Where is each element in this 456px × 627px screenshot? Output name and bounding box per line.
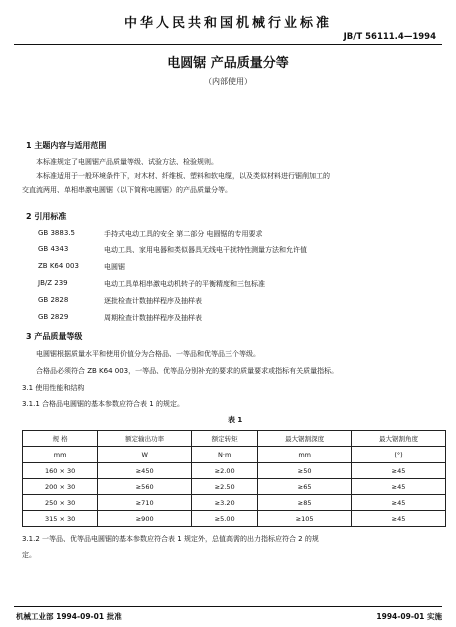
- section-1-heading: 1 主题内容与适用范围: [26, 141, 107, 150]
- table-cell: 200 × 30: [23, 479, 98, 495]
- table-cell: ≥50: [258, 463, 352, 479]
- standard-category-header: 中华人民共和国机械行业标准: [123, 16, 332, 31]
- table-unit-cell: (°): [352, 447, 446, 463]
- parameter-table: [22, 430, 446, 527]
- table-cell: ≥560: [98, 479, 192, 495]
- table-cell: 250 × 30: [23, 495, 98, 511]
- table-header-cell: 规 格: [23, 431, 98, 447]
- table-cell: ≥45: [352, 479, 446, 495]
- table-header-cell: 额定转矩: [192, 431, 258, 447]
- table-caption: 表 1: [228, 416, 243, 424]
- table-row: [23, 463, 446, 479]
- approval-note: 机械工业部 1994-09-01 批准: [16, 612, 122, 621]
- section-3-para-2: 合格品必须符合 ZB K64 003，一等品、优等品分别补充的要求的质量要求或指标有关质量指标。: [36, 367, 339, 375]
- ref-code: GB 3883.5: [38, 229, 75, 237]
- ref-code: ZB K64 003: [38, 262, 79, 270]
- section-3-heading: 3 产品质量等级: [26, 332, 83, 341]
- section-3-para-1: 电圆锯根据质量水平和使用价值分为合格品、一等品和优等品三个等级。: [36, 350, 260, 358]
- table-row: [23, 511, 446, 527]
- subsection-3-1-2: 3.1.2 一等品、优等品电圆锯的基本参数应符合表 1 规定外，总值高需的出力指标应符合 2 的规: [22, 535, 319, 543]
- ref-code: JB/Z 239: [38, 279, 68, 287]
- table-cell: ≥5.00: [192, 511, 258, 527]
- ref-title: 电动工具、家用电器和类似器具无线电干扰特性测量方法和允许值: [104, 246, 307, 254]
- ref-title: 周期检查计数抽样程序及抽样表: [104, 314, 202, 322]
- section-1-para-1: 本标准规定了电圆锯产品质量等级、试验方法、检验规则。: [36, 158, 218, 166]
- table-header-cell: 最大锯割角度: [352, 431, 446, 447]
- table-cell: ≥900: [98, 511, 192, 527]
- table-cell: ≥450: [98, 463, 192, 479]
- subsection-3-1-2-cont: 定。: [22, 551, 36, 559]
- section-1-para-3: 交直流两用、单相串激电圆锯（以下简称电圆锯）的产品质量分等。: [22, 186, 232, 194]
- table-cell: ≥65: [258, 479, 352, 495]
- table-cell: 160 × 30: [23, 463, 98, 479]
- table-row: [23, 479, 446, 495]
- subsection-3-1-heading: 3.1 使用性能和结构: [22, 384, 85, 392]
- table-unit-cell: W: [98, 447, 192, 463]
- table-cell: ≥3.20: [192, 495, 258, 511]
- table-cell: ≥85: [258, 495, 352, 511]
- table-cell: ≥710: [98, 495, 192, 511]
- table-unit-cell: mm: [258, 447, 352, 463]
- table-cell: ≥45: [352, 495, 446, 511]
- header-rule: [14, 44, 442, 45]
- ref-title: 电动工具单相串激电动机转子的平衡精度和三包标准: [104, 280, 265, 288]
- implementation-date: 1994-09-01 实施: [376, 612, 442, 621]
- table-header-cell: 额定输出功率: [98, 431, 192, 447]
- table-header-row: [23, 431, 446, 447]
- subsection-3-1-1: 3.1.1 合格品电圆锯的基本参数应符合表 1 的规定。: [22, 400, 184, 408]
- table-unit-cell: N·m: [192, 447, 258, 463]
- document-subtitle: （内部使用）: [204, 77, 252, 86]
- section-1-para-2: 本标准适用于一般环境条件下，对木材、纤维板、塑料和软电缆，以及类似材料进行锯削加工的: [36, 172, 330, 180]
- table-cell: 315 × 30: [23, 511, 98, 527]
- section-2-heading: 2 引用标准: [26, 212, 67, 221]
- ref-code: GB 2829: [38, 313, 69, 321]
- table-units-row: [23, 447, 446, 463]
- standard-number: JB/T 56111.4—1994: [343, 32, 436, 42]
- table-unit-cell: mm: [23, 447, 98, 463]
- ref-title: 逐批检查计数抽样程序及抽样表: [104, 297, 202, 305]
- ref-title: 电圆锯: [104, 263, 125, 271]
- table-cell: ≥2.50: [192, 479, 258, 495]
- table-cell: ≥45: [352, 463, 446, 479]
- ref-title: 手持式电动工具的安全 第二部分 电圆锯的专用要求: [104, 230, 263, 238]
- ref-code: GB 4343: [38, 245, 69, 253]
- table-header-cell: 最大锯割深度: [258, 431, 352, 447]
- table-cell: ≥2.00: [192, 463, 258, 479]
- document-title: 电圆锯 产品质量分等: [167, 56, 289, 71]
- table-row: [23, 495, 446, 511]
- table-cell: ≥105: [258, 511, 352, 527]
- ref-code: GB 2828: [38, 296, 69, 304]
- footer-rule: [14, 606, 442, 607]
- table-cell: ≥45: [352, 511, 446, 527]
